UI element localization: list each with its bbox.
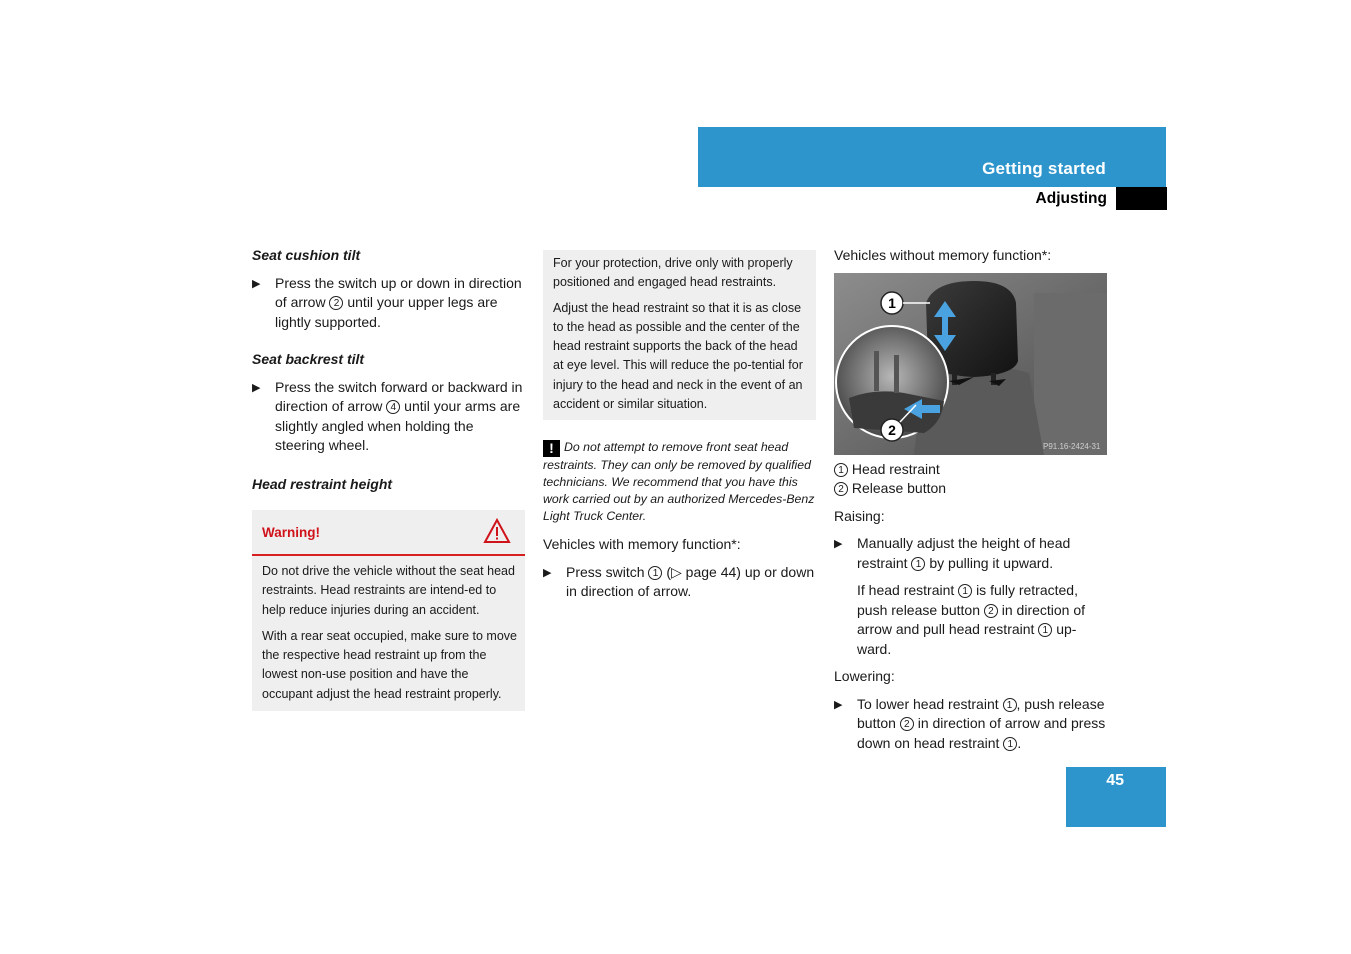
bullet-triangle-icon: ▶ bbox=[834, 538, 843, 550]
warning-paragraph: Do not drive the vehicle without the seat head restraints. Head restraints are intend-ed to help reduce injuries during an accident. bbox=[262, 564, 515, 617]
bullet-triangle-icon: ▶ bbox=[252, 277, 261, 290]
callout-number: 2 bbox=[834, 482, 848, 496]
callout-number: 2 bbox=[984, 604, 998, 618]
lowering-label: Lowering: bbox=[834, 668, 895, 684]
callout-number: 1 bbox=[911, 557, 925, 571]
legend-item bbox=[834, 479, 1109, 499]
bullet-text: by pulling it upward. bbox=[929, 554, 1054, 571]
bullet-text: (▷ page 44) up or down in direction of arrow. bbox=[566, 563, 815, 600]
callout-number: 1 bbox=[834, 463, 848, 477]
bullet-text: Manually adjust the height of head restraint bbox=[857, 535, 1071, 571]
subsection-title: Adjusting bbox=[1035, 190, 1107, 207]
page-number-band bbox=[1066, 767, 1166, 827]
bullet-text: To lower head restraint bbox=[857, 695, 999, 712]
legend-text: Head restraint bbox=[851, 460, 940, 477]
bullet-raising bbox=[834, 534, 1109, 573]
bullet-triangle-icon: ▶ bbox=[543, 566, 552, 579]
head-restraint-photo bbox=[834, 273, 1107, 455]
bullet-triangle-icon: ▶ bbox=[252, 381, 261, 394]
bullet-seat-cushion bbox=[252, 274, 527, 333]
photo-code: P91.16-2424-31 bbox=[1043, 441, 1101, 451]
raising-label: Raising: bbox=[834, 507, 885, 524]
caution-text: Do not attempt to remove front seat head restraints. They can only be removed by qualified technicians. We recommend that you have this work carried out by an authorized Mercedes-Benz Light Truck Center. bbox=[543, 440, 815, 524]
callout-number: 1 bbox=[1003, 737, 1017, 751]
callout-number: 2 bbox=[329, 296, 343, 310]
bullet-text: until your upper legs are lightly supported. bbox=[275, 294, 498, 330]
callout-number: 1 bbox=[648, 566, 662, 580]
head-restraint-illustration bbox=[834, 273, 1107, 455]
callout-number: 1 bbox=[1003, 698, 1017, 712]
bullet-seat-backrest bbox=[252, 378, 527, 456]
bullet-text: Press switch bbox=[566, 563, 645, 580]
column-left bbox=[252, 246, 527, 711]
info-paragraph: For your protection, drive only with properly positioned and engaged head restraints. bbox=[553, 256, 793, 290]
text: up-ward. bbox=[857, 621, 1077, 657]
subsection-marker bbox=[1116, 187, 1167, 210]
caution-note bbox=[543, 439, 818, 525]
text: is fully retracted, push release button bbox=[857, 582, 1078, 618]
info-paragraph: Adjust the head restraint so that it is as close to the head as possible and the center of the head restraint supports the back of the head at eye level. This will reduce the po-tential for injury to the head and neck in the event of an accident or similar situation. bbox=[553, 300, 803, 412]
bullet-text: until your arms are slightly angled when holding the steering wheel. bbox=[275, 398, 521, 453]
bullet-text: Press the switch forward or backward in direction of arrow bbox=[275, 378, 523, 414]
bullet-lowering bbox=[834, 695, 1109, 754]
callout-number: 4 bbox=[386, 400, 400, 414]
callout-number: 2 bbox=[900, 717, 914, 731]
text: If head restraint bbox=[857, 582, 955, 598]
bullet-text: . bbox=[1017, 734, 1022, 751]
section-header-band bbox=[698, 127, 1166, 187]
warning-box bbox=[252, 510, 525, 711]
bullet-memory bbox=[543, 563, 818, 602]
raising-retracted-text bbox=[834, 581, 1109, 659]
page-number: 45 bbox=[1106, 772, 1124, 789]
bullet-text: Press the switch up or down in direction of arrow bbox=[275, 274, 522, 310]
photo-callout-2: 2 bbox=[888, 421, 896, 438]
heading-head-restraint-height: Head restraint height bbox=[252, 475, 393, 492]
memory-intro: Vehicles with memory function*: bbox=[543, 536, 741, 553]
caution-icon: ! bbox=[543, 440, 560, 457]
photo-callout-1: 1 bbox=[888, 294, 896, 311]
bullet-text: in direction of arrow and press down on head restraint bbox=[857, 715, 1106, 751]
info-box bbox=[543, 250, 816, 420]
bullet-text: , push release button bbox=[857, 695, 1105, 731]
warning-header bbox=[252, 510, 525, 556]
column-right bbox=[834, 246, 1109, 753]
warning-triangle-icon bbox=[483, 518, 511, 544]
callout-number: 1 bbox=[958, 584, 972, 598]
heading-seat-cushion-tilt: Seat cushion tilt bbox=[252, 247, 361, 263]
bullet-triangle-icon: ▶ bbox=[834, 698, 843, 711]
heading-seat-backrest-tilt: Seat backrest tilt bbox=[252, 351, 365, 367]
section-title: Getting started bbox=[982, 159, 1106, 178]
text: in direction of arrow and pull head restraint bbox=[857, 601, 1086, 637]
legend-item bbox=[834, 460, 1109, 480]
column-middle bbox=[543, 250, 818, 602]
warning-title: Warning! bbox=[262, 525, 320, 540]
no-memory-intro: Vehicles without memory function*: bbox=[834, 247, 1052, 263]
callout-number: 1 bbox=[1038, 623, 1052, 637]
legend-text: Release button bbox=[851, 480, 947, 496]
warning-paragraph: With a rear seat occupied, make sure to move the respective head restraint up from the lowest non-use position and have the occupant adjust the head restraint properly. bbox=[262, 628, 517, 701]
